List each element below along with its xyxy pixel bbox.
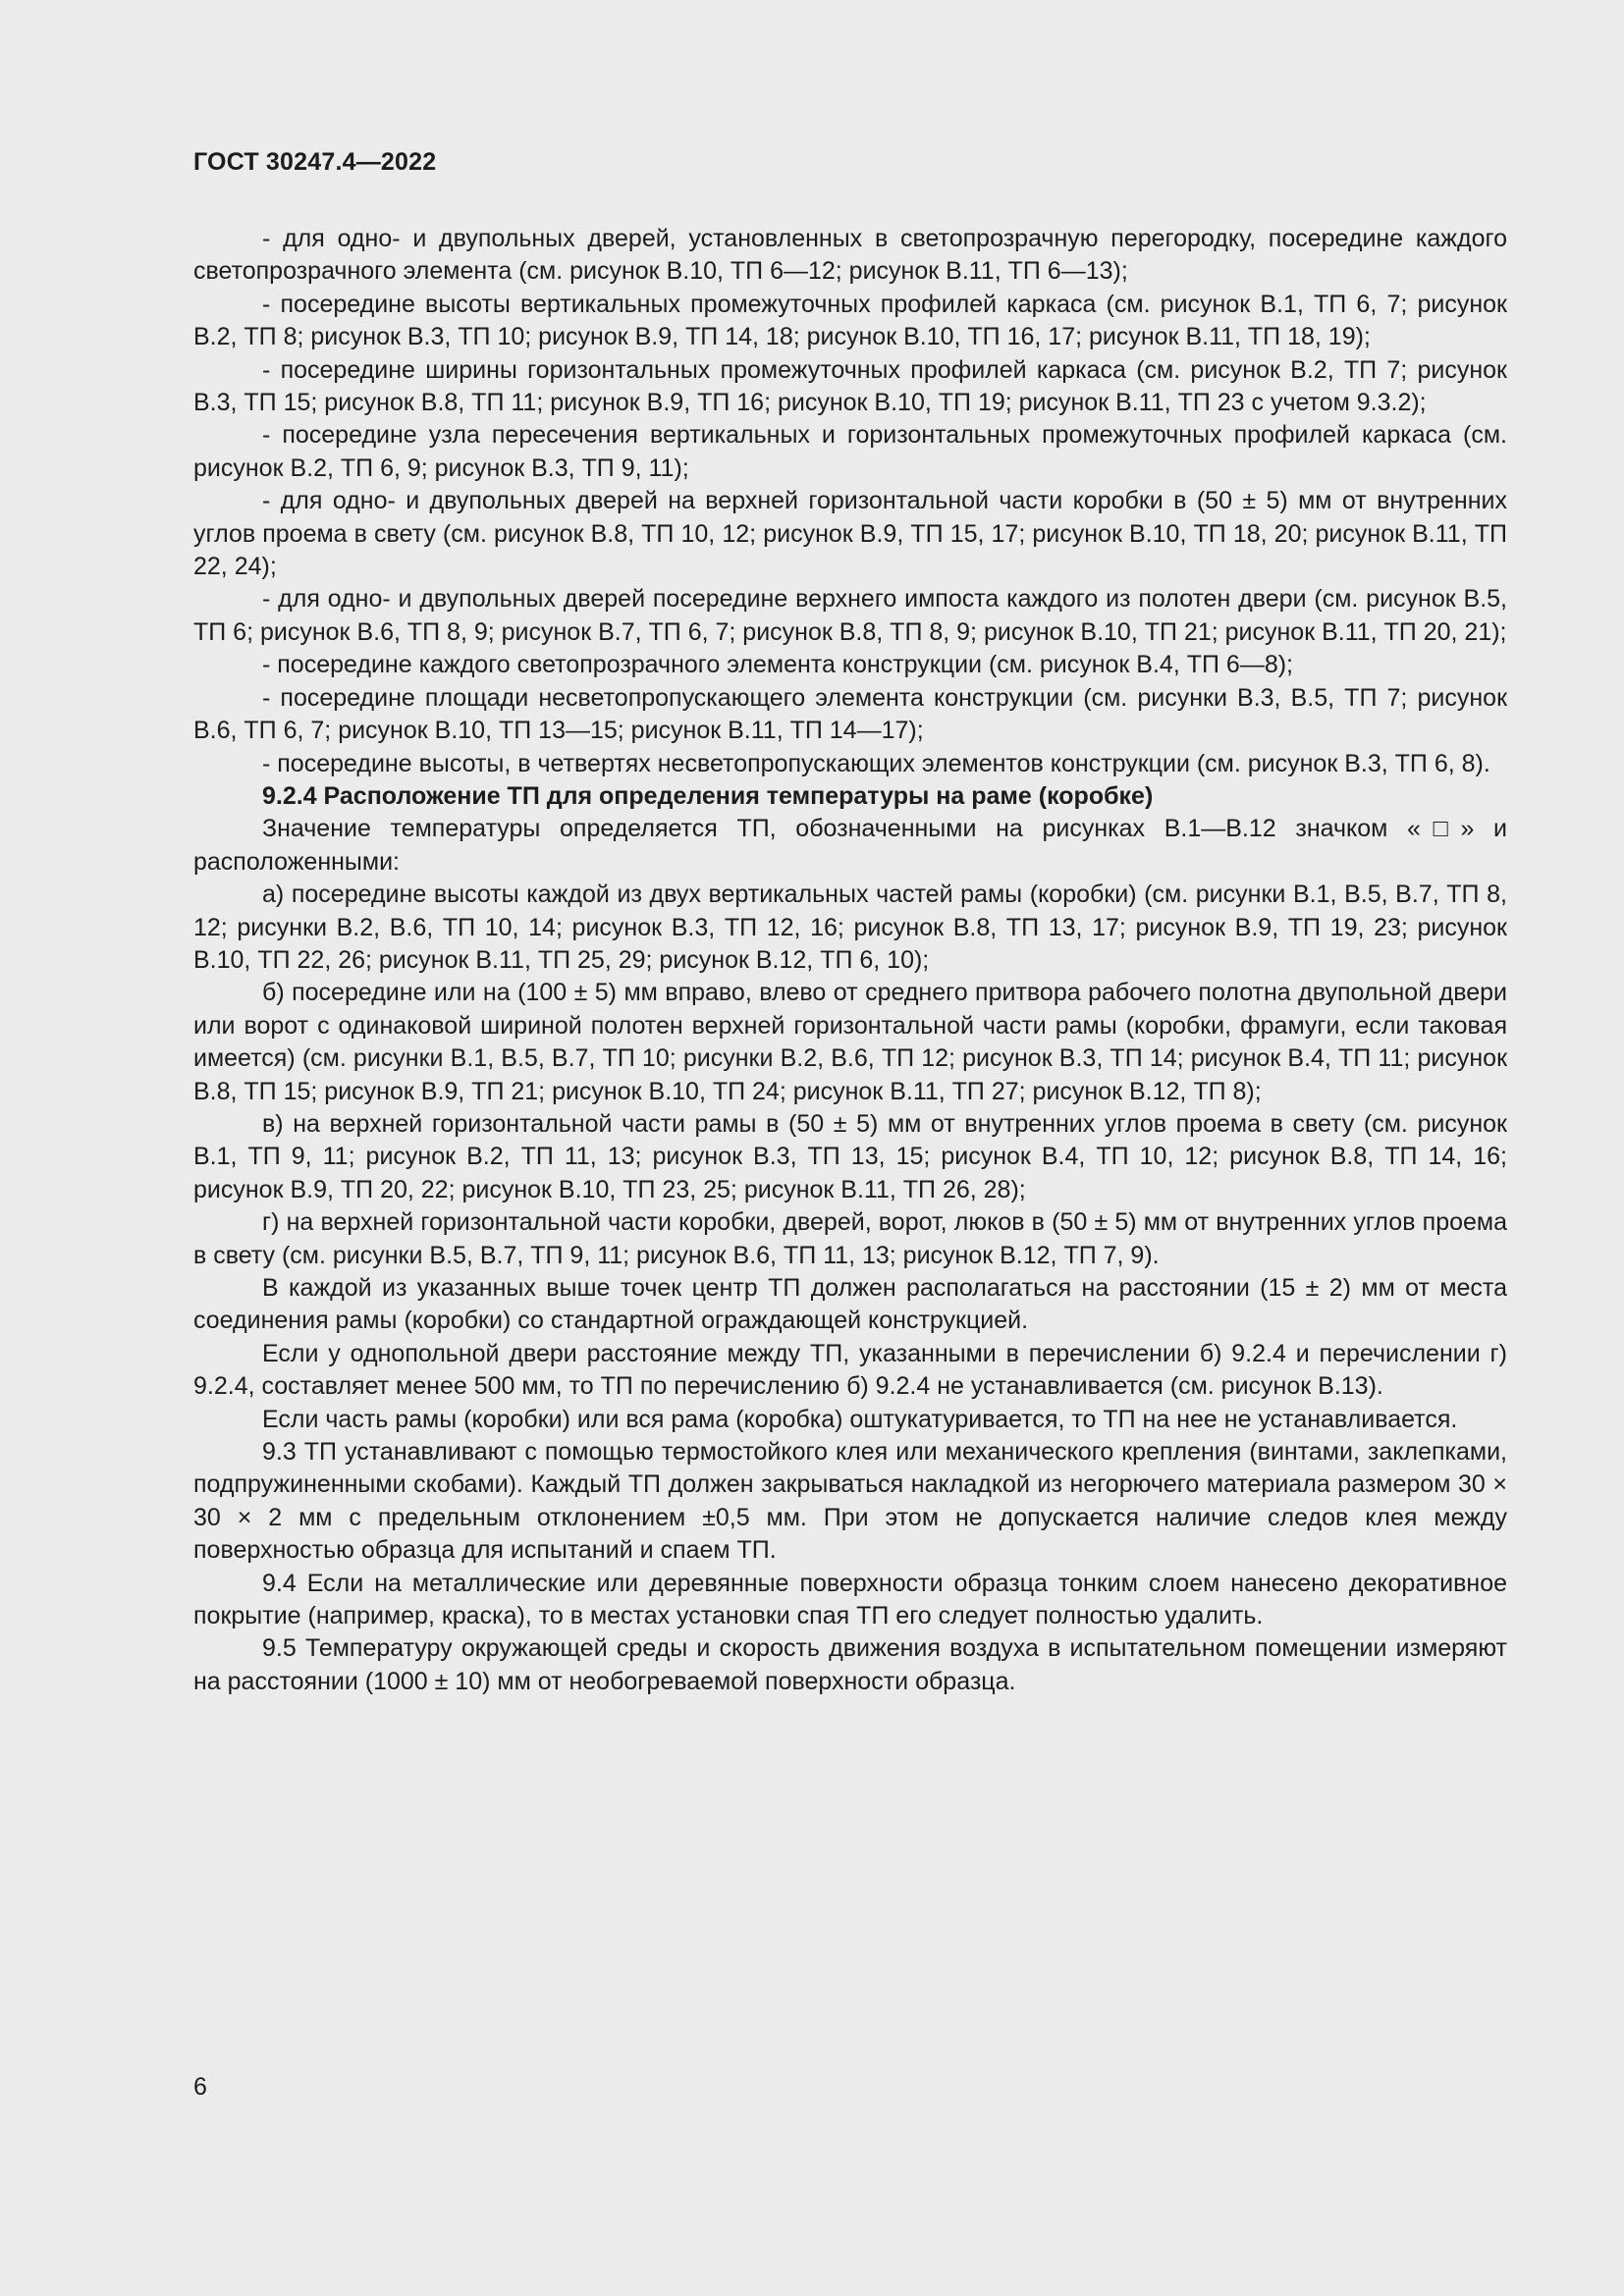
enumeration-item: б) посередине или на (100 ± 5) мм вправо, влево от среднего притвора рабочего полотна двупольной двери или ворот с одинаковой шириной полотен верхней горизонтальной части рамы (коробки, фрамуги, если таковая имеется) (см. рисунки В.1, В.5, В.7, ТП 10; рисунки В.2, В.6, ТП 12; рисунок В.3, ТП 14; рисунок В.4, ТП 11; рисунок В.8, ТП 15; рисунок В.9, ТП 21; рисунок В.10, ТП 24; рисунок В.11, ТП 27; рисунок В.12, ТП 8);	[193, 979, 1507, 1105]
list-item: - для одно- и двупольных дверей, установленных в светопрозрачную перегородку, посередине каждого светопрозрачного элемента (см. рисунок В.10, ТП 6—12; рисунок В.11, ТП 6—13);	[193, 225, 1507, 286]
paragraph: Если часть рамы (коробки) или вся рама (коробка) оштукатуривается, то ТП на нее не устанавливается.	[262, 1405, 1458, 1433]
document-header: ГОСТ 30247.4—2022	[193, 148, 437, 176]
enumeration-item: г) на верхней горизонтальной части коробки, дверей, ворот, люков в (50 ± 5) мм от внутренних углов проема в свету (см. рисунки В.5, В.7, ТП 9, 11; рисунок В.6, ТП 11, 13; рисунок В.12, ТП 7, 9).	[193, 1208, 1507, 1269]
enumeration-item: в) на верхней горизонтальной части рамы в (50 ± 5) мм от внутренних углов проема в свету (см. рисунок В.1, ТП 9, 11; рисунок В.2, ТП 11, 13; рисунок В.3, ТП 13, 15; рисунок В.4, ТП 10, 12; рисунок В.8, ТП 14, 16; рисунок В.9, ТП 20, 22; рисунок В.10, ТП 23, 25; рисунок В.11, ТП 26, 28);	[193, 1109, 1507, 1203]
list-item: - посередине узла пересечения вертикальных и горизонтальных промежуточных профилей каркаса (см. рисунок В.2, ТП 6, 9; рисунок В.3, ТП 9, 11);	[193, 421, 1507, 482]
clause-paragraph: 9.5 Температуру окружающей среды и скорость движения воздуха в испытательном помещении измеряют на расстоянии (1000 ± 10) мм от необогреваемой поверхности образца.	[193, 1634, 1507, 1695]
section-heading: 9.2.4 Расположение ТП для определения температуры на раме (коробке)	[262, 781, 1154, 810]
clause-paragraph: 9.3 ТП устанавливают с помощью термостойкого клея или механического крепления (винтами, заклепками, подпружиненными скобами). Каждый ТП должен закрываться накладкой из негорючего материала размером 30 × 30 × 2 мм с предельным отклонением ±0,5 мм. При этом не допускается наличие следов клея между поверхностью образца для испытаний и спаем ТП.	[193, 1438, 1507, 1565]
clause-paragraph: 9.4 Если на металлические или деревянные поверхности образца тонким слоем нанесено декоративное покрытие (например, краска), то в местах установки спая ТП его следует полностью удалить.	[193, 1569, 1507, 1630]
list-item: - посередине каждого светопрозрачного элемента конструкции (см. рисунок В.4, ТП 6—8);	[262, 651, 1293, 679]
list-item: - посередине высоты вертикальных промежуточных профилей каркаса (см. рисунок В.1, ТП 6, 7; рисунок В.2, ТП 8; рисунок В.3, ТП 10; рисунок В.9, ТП 14, 18; рисунок В.10, ТП 16, 17; рисунок В.11, ТП 18, 19);	[193, 290, 1507, 351]
paragraph: В каждой из указанных выше точек центр ТП должен располагаться на расстоянии (15 ± 2) мм от места соединения рамы (коробки) со стандартной ограждающей конструкцией.	[193, 1274, 1507, 1335]
list-item: - посередине площади несветопропускающего элемента конструкции (см. рисунки В.3, В.5, ТП 7; рисунок В.6, ТП 6, 7; рисунок В.10, ТП 13—15; рисунок В.11, ТП 14—17);	[193, 683, 1507, 745]
paragraph: Если у однопольной двери расстояние между ТП, указанными в перечислении б) 9.2.4 и перечислении г) 9.2.4, составляет менее 500 мм, то ТП по перечислению б) 9.2.4 не устанавливается (см. рисунок В.13).	[193, 1339, 1507, 1401]
enumeration-item: а) посередине высоты каждой из двух вертикальных частей рамы (коробки) (см. рисунки В.1, В.5, В.7, ТП 8, 12; рисунки В.2, В.6, ТП 10, 14; рисунок В.3, ТП 12, 16; рисунок В.8, ТП 13, 17; рисунок В.9, ТП 19, 23; рисунок В.10, ТП 22, 26; рисунок В.11, ТП 25, 29; рисунок В.12, ТП 6, 10);	[193, 881, 1507, 974]
list-item: - для одно- и двупольных дверей на верхней горизонтальной части коробки в (50 ± 5) мм от внутренних углов проема в свету (см. рисунок В.8, ТП 10, 12; рисунок В.9, ТП 15, 17; рисунок В.10, ТП 18, 20; рисунок В.11, ТП 22, 24);	[193, 487, 1507, 581]
list-item: - для одно- и двупольных дверей посередине верхнего импоста каждого из полотен двери (см. рисунок В.5, ТП 6; рисунок В.6, ТП 8, 9; рисунок В.7, ТП 6, 7; рисунок В.8, ТП 8, 9; рисунок В.10, ТП 21; рисунок В.11, ТП 20, 21);	[193, 585, 1507, 646]
list-item: - посередине высоты, в четвертях несветопропускающих элементов конструкции (см. рисунок В.3, ТП 6, 8).	[262, 749, 1490, 777]
list-item: - посередине ширины горизонтальных промежуточных профилей каркаса (см. рисунок В.2, ТП 7; рисунок В.3, ТП 15; рисунок В.8, ТП 11; рисунок В.9, ТП 16; рисунок В.10, ТП 19; рисунок В.11, ТП 23 с учетом 9.3.2);	[193, 355, 1507, 417]
paragraph: Значение температуры определяется ТП, обозначенными на рисунках В.1—В.12 значком «□» и расположенными:	[193, 815, 1507, 876]
page-number: 6	[193, 2073, 207, 2101]
document-body	[193, 223, 1507, 1698]
